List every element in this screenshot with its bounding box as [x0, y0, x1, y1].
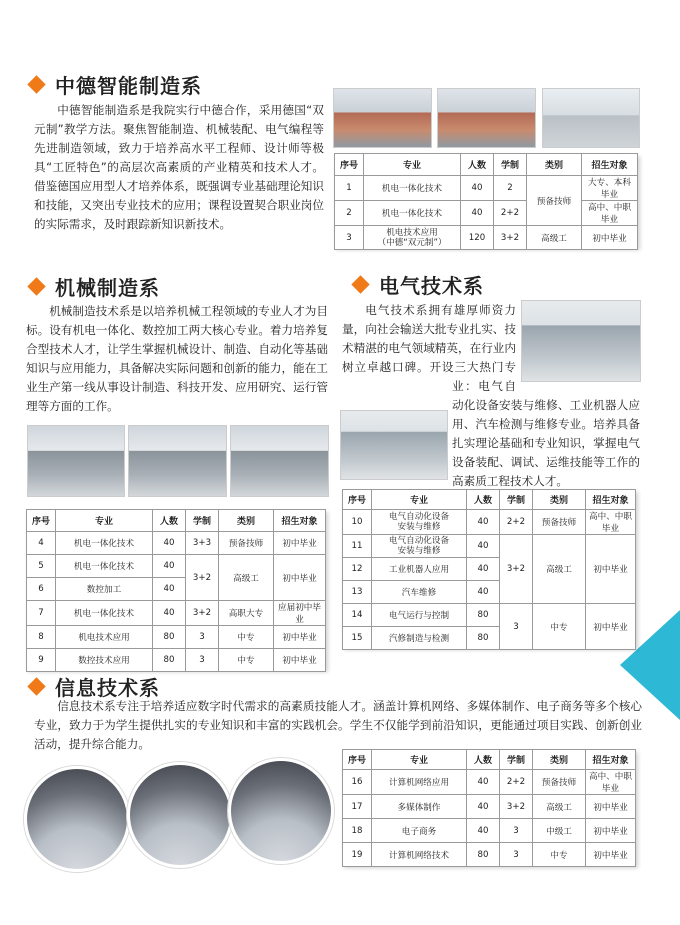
header-count: 人数: [153, 510, 186, 532]
cell: 中级工: [533, 819, 586, 843]
cell: 40: [467, 581, 500, 604]
float-spacer: [516, 301, 640, 383]
cell: 高中、中职毕业: [582, 201, 638, 226]
header-target: 招生对象: [586, 490, 636, 510]
section-paragraph: 中德智能制造系是我院实行中德合作，采用德国“双元制”教学方法。聚焦智能制造、机械装配、电气编程等先进制造领域，致力于培养高水平工程师、设计师等极具“工匠特色”的高层次高素质的产业精英和技术人才。借鉴德国应用型人才培养体系，既强调专业基础理论知识和技能，又突出专业技术的应用；课程设置契合职业岗位的实际需求，及时跟踪新知识新技术。: [34, 103, 324, 231]
cell: 电气运行与控制: [372, 604, 467, 627]
header-no: 序号: [27, 510, 56, 532]
section-title-sino-german: [28, 70, 202, 99]
lab-students-photo: [333, 88, 432, 148]
cell: 120: [461, 226, 494, 250]
cell: 初中毕业: [274, 626, 326, 649]
cell: 40: [153, 601, 186, 626]
cell: 40: [461, 176, 494, 201]
table-row: [343, 843, 636, 867]
cell: 13: [343, 581, 372, 604]
cell: 1: [335, 176, 364, 201]
cell: 机电一体化技术: [364, 176, 461, 201]
diamond-icon: [27, 75, 45, 93]
machine-shop-photo: [128, 425, 227, 497]
section-paragraph: 电气技术系拥有雄厚师资力量，向社会输送大批专业扎实、技术精湛的电气领域精英，在行业内树立卓越口碑。开设三大热门专业：电气自动化设备安装与维修、工业机器人应用、汽车检测与维修专业。培养具备扎实理论基础和专业知识，掌握电气设备装配、调试、运维技能等工作的高素质工程技术人才。: [342, 303, 640, 487]
table-row: [343, 604, 636, 627]
section-paragraph: 信息技术系专注于培养适应数字时代需求的高素质技能人才。涵盖计算机网络、多媒体制作、电子商务等多个核心专业，致力于为学生提供扎实的专业知识和丰富的实践机会。学生不仅能学到前沿知识，更能通过项目实践、创新创业活动，提升综合能力。: [34, 699, 642, 751]
header-major: 专业: [364, 154, 461, 176]
cell: 10: [343, 510, 372, 535]
table-row: [27, 555, 326, 578]
cell: 40: [467, 770, 500, 795]
cell: 2: [494, 176, 527, 201]
cell: 40: [467, 819, 500, 843]
cell: 初中毕业: [586, 535, 636, 604]
header-no: 序号: [343, 490, 372, 510]
cell: 16: [343, 770, 372, 795]
header-major: 专业: [372, 490, 467, 510]
cell: 中专: [219, 626, 274, 649]
cell: 40: [153, 532, 186, 555]
lecture-hall-photo: [127, 762, 233, 868]
cell: 高级工: [533, 795, 586, 819]
cell: 40: [467, 795, 500, 819]
header-type: 类别: [219, 510, 274, 532]
section-title-mechanical: [28, 272, 160, 301]
cell: 多媒体制作: [372, 795, 467, 819]
cell: 高职大专: [219, 601, 274, 626]
cell: 3+2: [186, 555, 219, 601]
cell: 3: [500, 604, 533, 650]
header-major: 专业: [56, 510, 153, 532]
header-major: 专业: [372, 750, 467, 770]
cell: 4: [27, 532, 56, 555]
cell: 初中毕业: [274, 532, 326, 555]
cell: 40: [153, 578, 186, 601]
diamond-icon: [351, 275, 369, 293]
cell: 2+2: [500, 510, 533, 535]
cell: 中专: [219, 649, 274, 672]
cell: 预备技师: [533, 510, 586, 535]
cell: 3+3: [186, 532, 219, 555]
cell: 机电一体化技术: [56, 555, 153, 578]
table-row: [335, 201, 638, 226]
cell: 汽修制造与检测: [372, 627, 467, 650]
header-type: 类别: [533, 750, 586, 770]
table-electrical: [342, 489, 636, 647]
cell: 中专: [533, 604, 586, 650]
cell: 机电一体化技术: [364, 201, 461, 226]
cell: 预备技师: [533, 770, 586, 795]
cell: 初中毕业: [274, 555, 326, 601]
cell: 电气自动化设备 安装与维修: [372, 510, 467, 535]
diamond-icon: [27, 677, 45, 695]
header-no: 序号: [343, 750, 372, 770]
header-target: 招生对象: [582, 154, 638, 176]
cell: 数控技术应用: [56, 649, 153, 672]
table-row: [335, 176, 638, 201]
header-length: 学制: [186, 510, 219, 532]
cell: 预备技师: [219, 532, 274, 555]
cell: 机电一体化技术: [56, 532, 153, 555]
cell: 2+2: [500, 770, 533, 795]
cell: 应届初中毕业: [274, 601, 326, 626]
cell: 80: [467, 604, 500, 627]
cell: 初中毕业: [586, 819, 636, 843]
table-sino-german: [334, 153, 638, 247]
cell: 初中毕业: [274, 649, 326, 672]
cell: 电子商务: [372, 819, 467, 843]
training-room-photo: [542, 88, 640, 148]
header-count: 人数: [467, 750, 500, 770]
cell: 19: [343, 843, 372, 867]
cell: 计算机网络应用: [372, 770, 467, 795]
cell: 40: [153, 555, 186, 578]
table-row: [343, 510, 636, 535]
section-title-text: 电气技术系: [379, 274, 484, 298]
cell: 15: [343, 627, 372, 650]
cell: 高级工: [527, 226, 582, 250]
table-information: [342, 749, 636, 865]
cell: 3: [500, 843, 533, 867]
section-title-text: 中德智能制造系: [55, 74, 202, 98]
section-title-text: 机械制造系: [55, 276, 160, 300]
cell: 3+2: [186, 601, 219, 626]
cell: 中专: [533, 843, 586, 867]
cell: 3: [186, 649, 219, 672]
cell: 8: [27, 626, 56, 649]
cell: 高中、中职毕业: [586, 770, 636, 795]
table-row: [27, 649, 326, 672]
header-type: 类别: [533, 490, 586, 510]
cell: 6: [27, 578, 56, 601]
header-count: 人数: [461, 154, 494, 176]
cell: 80: [153, 649, 186, 672]
cell: 初中毕业: [586, 604, 636, 650]
cell: 高中、中职毕业: [586, 510, 636, 535]
table-mechanical: [26, 509, 326, 669]
cell: 7: [27, 601, 56, 626]
header-count: 人数: [467, 490, 500, 510]
cell: 5: [27, 555, 56, 578]
cell: 80: [467, 627, 500, 650]
cell: 40: [467, 558, 500, 581]
cell: 初中毕业: [586, 843, 636, 867]
cell: 3+2: [500, 535, 533, 604]
cell: 计算机网络技术: [372, 843, 467, 867]
cell: 9: [27, 649, 56, 672]
table-row: [27, 626, 326, 649]
cell: 3+2: [494, 226, 527, 250]
table-row: [27, 532, 326, 555]
cell: 80: [153, 626, 186, 649]
header-target: 招生对象: [586, 750, 636, 770]
cell: 高级工: [533, 535, 586, 604]
cell: 3: [186, 626, 219, 649]
table-row: [343, 795, 636, 819]
cell: 数控加工: [56, 578, 153, 601]
table-row: [343, 819, 636, 843]
cell: 高级工: [219, 555, 274, 601]
cnc-lab-photo: [27, 425, 125, 497]
section-title-electrical: [352, 270, 484, 299]
workshop-photo: [437, 88, 536, 148]
cell: 3+2: [500, 795, 533, 819]
cell: 12: [343, 558, 372, 581]
cell: 2: [335, 201, 364, 226]
cell: 2+2: [494, 201, 527, 226]
cell: 机电技术应用 （中德“双元制”）: [364, 226, 461, 250]
diamond-icon: [27, 277, 45, 295]
cell: 初中毕业: [582, 226, 638, 250]
cell: 18: [343, 819, 372, 843]
cell: 40: [467, 510, 500, 535]
cell: 17: [343, 795, 372, 819]
cell: 预备技师: [527, 176, 582, 226]
cell: 汽车维修: [372, 581, 467, 604]
section-paragraph-wrap: [342, 301, 640, 487]
cell: 40: [461, 201, 494, 226]
header-target: 招生对象: [274, 510, 326, 532]
table-row: [343, 770, 636, 795]
header-length: 学制: [500, 750, 533, 770]
table-row: [335, 226, 638, 250]
cell: 电气自动化设备 安装与维修: [372, 535, 467, 558]
cell: 40: [467, 535, 500, 558]
header-type: 类别: [527, 154, 582, 176]
section-paragraph: 机械制造技术系是以培养机械工程领域的专业人才为目标。设有机电一体化、数控加工两大核心专业。着力培养复合型技术人才，让学生掌握机械设计、制造、自动化等基础知识与应用能力，具备解决实际问题和创新的能力，能在工业生产第一线从事设计制造、科技开发、应用研究、运行管理等方面的工作。: [26, 304, 328, 413]
cell: 机电一体化技术: [56, 601, 153, 626]
cell: 工业机器人应用: [372, 558, 467, 581]
cell: 3: [500, 819, 533, 843]
cell: 机电技术应用: [56, 626, 153, 649]
table-row: [343, 535, 636, 558]
cell: 11: [343, 535, 372, 558]
cell: 大专、本科毕业: [582, 176, 638, 201]
cell: 80: [467, 843, 500, 867]
header-no: 序号: [335, 154, 364, 176]
cell: 3: [335, 226, 364, 250]
header-length: 学制: [494, 154, 527, 176]
section-title-text: 信息技术系: [55, 676, 160, 700]
students-classroom-photo: [228, 758, 334, 864]
cell: 14: [343, 604, 372, 627]
header-length: 学制: [500, 490, 533, 510]
cell: 初中毕业: [586, 795, 636, 819]
computer-lab-photo: [24, 766, 130, 872]
lathe-room-photo: [230, 425, 329, 497]
table-row: [27, 601, 326, 626]
